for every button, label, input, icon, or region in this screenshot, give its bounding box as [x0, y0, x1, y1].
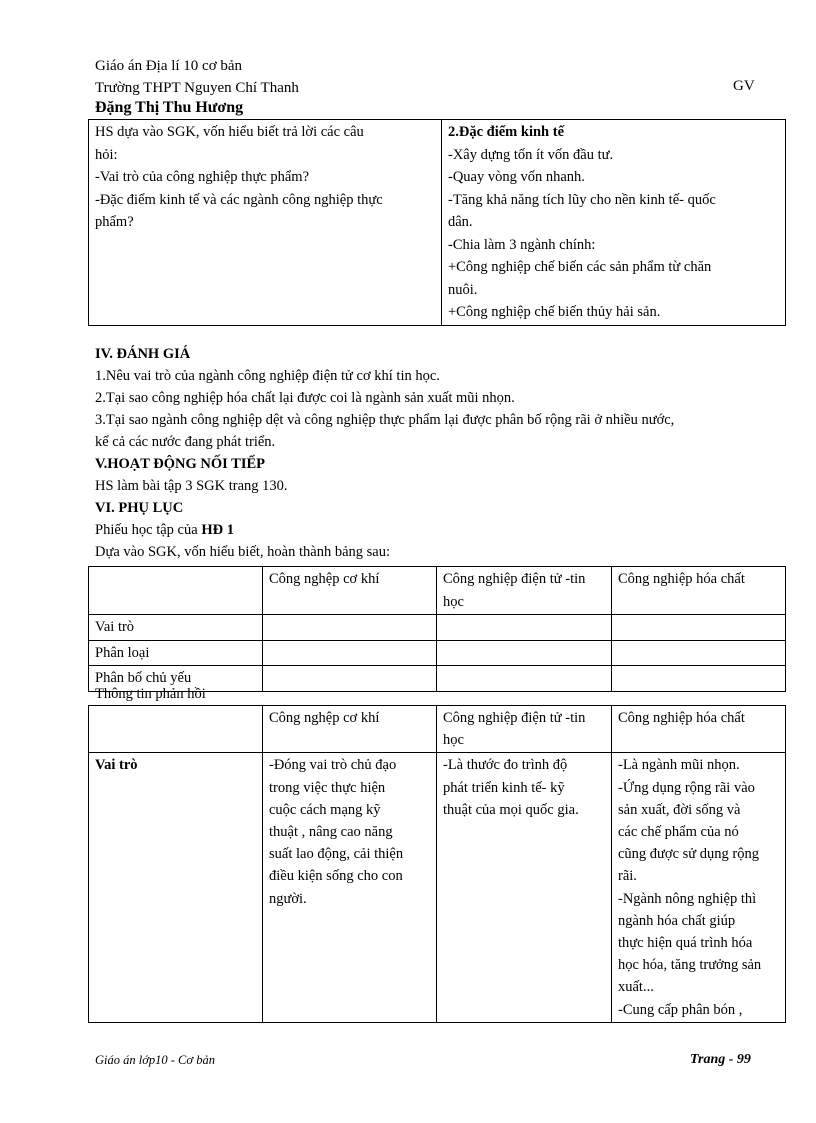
activity-table	[88, 119, 786, 326]
text-line: người.	[269, 890, 307, 907]
teacher-label: GV	[733, 78, 755, 94]
activity-left-cell	[89, 120, 442, 326]
header-cell: Công nghệp cơ khí	[263, 567, 437, 615]
table-row	[89, 753, 786, 1022]
row-label: Vai trò	[89, 753, 263, 1022]
text-line: -Là thước đo trình độ	[443, 757, 568, 774]
text-line: -Đóng vai trò chủ đạo	[269, 757, 397, 774]
text-line: thuật của mọi quốc gia.	[443, 801, 579, 818]
mechanical-cell	[263, 753, 437, 1022]
text-line: +Công nghiệp chế biến các sản phẩm từ chăn	[448, 259, 712, 275]
table-cell[interactable]	[263, 640, 437, 666]
worksheet-subtitle	[95, 519, 785, 541]
section-title: VI. PHỤ LỤC	[95, 500, 184, 516]
text-line: thuật , nâng cao năng	[269, 824, 393, 841]
text-line: +Công nghiệp chế biến thủy hải sản.	[448, 304, 661, 320]
table-cell[interactable]	[437, 615, 612, 641]
text-line: -Ứng dụng rộng rãi vào	[618, 779, 755, 796]
text-line: -Cung cấp phân bón ,	[618, 1001, 743, 1018]
header-cell: Công nghiệp hóa chất	[612, 706, 786, 753]
footer-left: Giáo án lớp10 - Cơ bản	[95, 1053, 215, 1067]
text-line: rãi.	[618, 868, 637, 885]
text-line: HS dựa vào SGK, vốn hiểu biết trả lời các câu	[95, 124, 364, 140]
question: 1.Nêu vai trò của ngành công nghiệp điện tử cơ khí tin học.	[95, 368, 440, 384]
text-line: -Ngành nông nghiệp thì	[618, 890, 757, 907]
header-cell	[437, 706, 612, 753]
table-row	[89, 615, 786, 641]
text-line: nuôi.	[448, 281, 478, 298]
text-line: điều kiện sống cho con	[269, 868, 403, 885]
worksheet-instruction: Dựa vào SGK, vốn hiểu biết, hoàn thành bảng sau:	[95, 544, 390, 560]
text-line: -Đặc điểm kinh tế và các ngành công nghiệp thực	[95, 191, 383, 208]
text-line: -Vai trò của công nghiệp thực phẩm?	[95, 169, 310, 185]
text-line: -Chia làm 3 ngành chính:	[448, 236, 596, 253]
text-line: các chế phẩm của nó	[618, 824, 739, 841]
feedback-title: Thông tin phản hồi	[95, 686, 206, 702]
header-cell-empty	[89, 567, 263, 615]
text-line: hỏi:	[95, 146, 118, 163]
doc-title: Giáo án Địa lí 10 cơ bản	[95, 58, 243, 74]
table-cell[interactable]	[612, 640, 786, 666]
text-line: suất lao động, cải thiện	[269, 846, 404, 863]
followup-text: HS làm bài tập 3 SGK trang 130.	[95, 478, 288, 494]
text-line: sản xuất, đời sống và	[618, 801, 741, 818]
header-cell: Công nghiệp hóa chất	[612, 567, 786, 615]
subtitle-prefix: Phiếu học tập của	[95, 522, 202, 538]
text-line: xuất...	[618, 979, 654, 996]
text-line: phát triển kinh tế- kỹ	[443, 779, 565, 796]
row-label: Phân loại	[89, 640, 263, 666]
header-line: Công nghiệp điện tử -tin	[443, 710, 586, 726]
text-line: -Xây dựng tốn ít vốn đầu tư.	[448, 146, 614, 163]
table-row	[89, 640, 786, 666]
row-label: Vai trò	[89, 615, 263, 641]
school-name: Trường THPT Nguyen Chí Thanh	[95, 80, 299, 96]
worksheet-table	[88, 566, 786, 692]
question: 2.Tại sao công nghiệp hóa chất lại được coi là ngành sản xuất mũi nhọn.	[95, 390, 515, 406]
electronics-cell	[437, 753, 612, 1022]
text-line: thực hiện quá trình hóa	[618, 935, 753, 952]
evaluation-section	[95, 343, 785, 563]
text-line: phẩm?	[95, 214, 134, 230]
subtitle-bold: HĐ 1	[201, 522, 234, 538]
header-cell: Công nghệp cơ khí	[263, 706, 437, 753]
page-number: Trang - 99	[690, 1052, 751, 1067]
text-line: -Là ngành mũi nhọn.	[618, 757, 740, 774]
header-cell	[437, 567, 612, 615]
section-title: V.HOẠT ĐỘNG NỐI TIẾP	[95, 456, 266, 472]
section-heading: 2.Đặc điểm kinh tế	[448, 124, 564, 140]
table-cell[interactable]	[263, 615, 437, 641]
text-line: học hóa, tăng trưởng sản	[618, 957, 762, 974]
teacher-name: Đặng Thị Thu Hương	[95, 99, 244, 116]
chemical-cell	[612, 753, 786, 1022]
text-line: ngành hóa chất giúp	[618, 912, 736, 929]
table-cell[interactable]	[437, 640, 612, 666]
question: 3.Tại sao ngành công nghiệp dệt và công nghiệp thực phẩm lại được phân bố rộng rãi ở nhiều nước,	[95, 412, 675, 428]
text-line: cũng được sử dụng rộng	[618, 846, 759, 863]
table-header-row	[89, 706, 786, 753]
text-line: trong việc thực hiện	[269, 779, 386, 796]
question-continued: kể cả các nước đang phát triển.	[95, 434, 276, 450]
text-line: -Quay vòng vốn nhanh.	[448, 169, 585, 185]
text-line: -Tăng khả năng tích lũy cho nền kinh tế- quốc	[448, 191, 716, 208]
activity-right-cell	[442, 120, 786, 326]
text-line: dân.	[448, 214, 473, 230]
header-line: học	[443, 593, 464, 610]
section-title: IV. ĐÁNH GIÁ	[95, 346, 191, 362]
table-cell[interactable]	[612, 615, 786, 641]
row-label: Phân bố chủ yếu	[89, 666, 263, 692]
header-cell-empty	[89, 706, 263, 753]
header-line: Công nghiệp điện tử -tin	[443, 571, 586, 587]
table-header-row	[89, 567, 786, 615]
header-line: học	[443, 732, 464, 749]
feedback-table	[88, 705, 786, 1023]
text-line: cuộc cách mạng kỹ	[269, 801, 381, 818]
